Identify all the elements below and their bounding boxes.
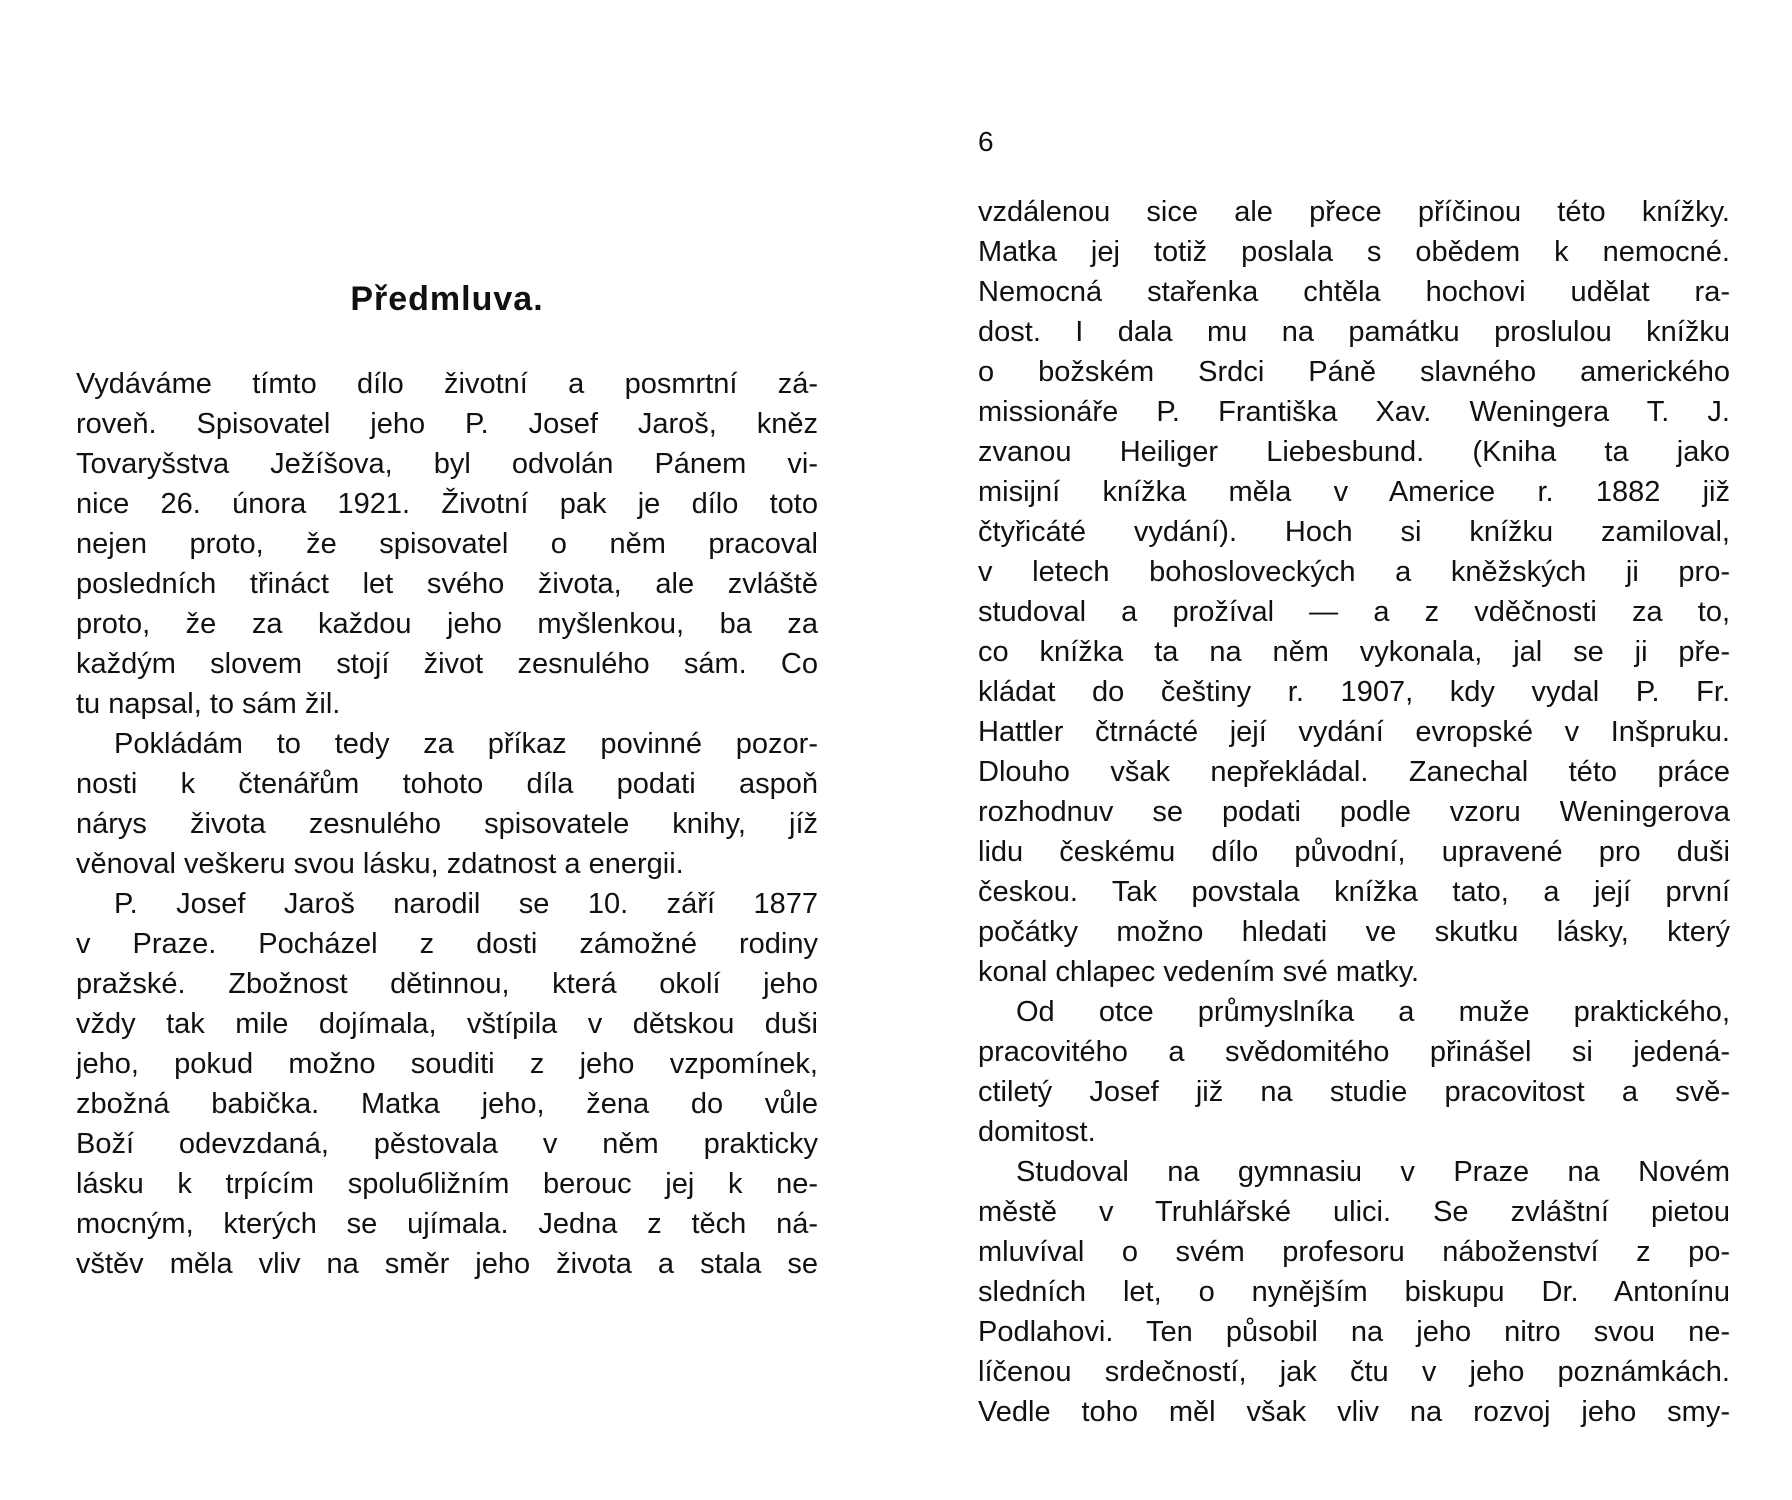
text-line: čtyřicáté vydání). Hoch si knížku zamiloval, bbox=[978, 516, 1730, 548]
text-line: Studoval na gymnasiu v Praze na Novém bbox=[1016, 1156, 1730, 1188]
text-line: pražské. Zbožnost dětinnou, která okolí jeho bbox=[76, 968, 818, 1000]
text-line: posledních třináct let svého života, ale zvláště bbox=[76, 568, 818, 600]
text-line: Matka jej totiž poslala s obědem k nemocné. bbox=[978, 236, 1730, 268]
text-line: misijní knížka měla v Americe r. 1882 již bbox=[978, 476, 1730, 508]
text-line: městě v Truhlářské ulici. Se zvláštní pietou bbox=[978, 1196, 1730, 1228]
text-line: Nemocná stařenka chtěla hochovi udělat ra- bbox=[978, 276, 1730, 308]
text-line: missionáře P. Františka Xav. Weningera T. J. bbox=[978, 396, 1730, 428]
text-line: dost. I dala mu na památku proslulou knížku bbox=[978, 316, 1730, 348]
text-line: českou. Tak povstala knížka tato, a její první bbox=[978, 876, 1730, 908]
text-line: nárys života zesnulého spisovatele knihy, jíž bbox=[76, 808, 818, 840]
right-page-text bbox=[978, 192, 1730, 1432]
text-line: Dlouho však nepřekládal. Zanechal této práce bbox=[978, 756, 1730, 788]
text-line: studoval a prožíval — a z vděčnosti za to, bbox=[978, 596, 1730, 628]
text-line: Od otce průmyslníka a muže praktického, bbox=[1016, 996, 1730, 1028]
text-line: líčenou srdečností, jak čtu v jeho poznámkách. bbox=[978, 1356, 1730, 1388]
text-line: počátky možno hledati ve skutku lásky, který bbox=[978, 916, 1730, 948]
text-line: vzdálenou sice ale přece příčinou této knížky. bbox=[978, 196, 1730, 228]
text-line: proto, že za každou jeho myšlenkou, ba za bbox=[76, 608, 818, 640]
text-line: P. Josef Jaroš narodil se 10. září 1877 bbox=[114, 888, 818, 920]
text-line: v letech bohosloveckých a kněžských ji pro- bbox=[978, 556, 1730, 588]
text-line: rozhodnuv se podati podle vzoru Weningerova bbox=[978, 796, 1730, 828]
text-line: lidu českému dílo původní, upravené pro duši bbox=[978, 836, 1730, 868]
text-line: Vedle toho měl však vliv na rozvoj jeho smy- bbox=[978, 1396, 1730, 1428]
text-line: nice 26. února 1921. Životní pak je dílo toto bbox=[76, 488, 818, 520]
text-line: Podlahovi. Ten působil na jeho nitro svou ne- bbox=[978, 1316, 1730, 1348]
chapter-heading: Předmluva. bbox=[350, 280, 544, 318]
text-line: v Praze. Pocházel z dosti zámožné rodiny bbox=[76, 928, 818, 960]
text-line: o božském Srdci Páně slavného amerického bbox=[978, 356, 1730, 388]
page-number: 6 bbox=[978, 126, 994, 157]
text-line: sledních let, o nynějším biskupu Dr. Antonínu bbox=[978, 1276, 1730, 1308]
text-line: tu napsal, to sám žil. bbox=[76, 688, 341, 720]
left-page-text bbox=[76, 364, 818, 1284]
text-line: věnoval veškeru svou lásku, zdatnost a energii. bbox=[76, 848, 684, 880]
text-line: vštěv měla vliv na směr jeho života a stala se bbox=[76, 1248, 818, 1280]
text-line: kládat do češtiny r. 1907, kdy vydal P. Fr. bbox=[978, 676, 1730, 708]
text-line: nejen proto, že spisovatel o něm pracoval bbox=[76, 528, 818, 560]
text-line: ctiletý Josef již na studie pracovitost a svě- bbox=[978, 1076, 1730, 1108]
text-line: Pokládám to tedy za příkaz povinné pozor- bbox=[114, 728, 818, 760]
text-line: Tovaryšstva Ježíšova, byl odvolán Pánem vi- bbox=[76, 448, 818, 480]
text-line: Boží odevzdaná, pěstovala v něm prakticky bbox=[76, 1128, 818, 1160]
text-line: Vydáváme tímto dílo životní a posmrtní zá- bbox=[76, 368, 818, 400]
text-line: nosti k čtenářům tohoto díla podati aspoň bbox=[76, 768, 818, 800]
text-line: vždy tak mile dojímala, vštípila v dětskou duši bbox=[76, 1008, 818, 1040]
text-line: mluvíval o svém profesoru náboženství z po- bbox=[978, 1236, 1730, 1268]
text-line: co knížka ta na něm vykonala, jal se ji pře- bbox=[978, 636, 1730, 668]
text-line: roveň. Spisovatel jeho P. Josef Jaroš, kněz bbox=[76, 408, 818, 440]
text-line: jeho, pokud možno souditi z jeho vzpomínek, bbox=[76, 1048, 818, 1080]
text-line: mocným, kterých se ujímala. Jedna z těch ná- bbox=[76, 1208, 818, 1240]
text-line: Hattler čtrnácté její vydání evropské v Inšpruku. bbox=[978, 716, 1730, 748]
text-line: lásku k trpícím spoluбližním berouc jej k ne- bbox=[76, 1168, 818, 1200]
text-line: zbožná babička. Matka jeho, žena do vůle bbox=[76, 1088, 818, 1120]
text-line: pracovitého a svědomitého přinášel si jedená- bbox=[978, 1036, 1730, 1068]
text-line: domitost. bbox=[978, 1116, 1096, 1148]
text-line: konal chlapec vedením své matky. bbox=[978, 956, 1420, 988]
text-line: každým slovem stojí život zesnulého sám. Co bbox=[76, 648, 818, 680]
text-line: zvanou Heiliger Liebesbund. (Kniha ta jako bbox=[978, 436, 1730, 468]
